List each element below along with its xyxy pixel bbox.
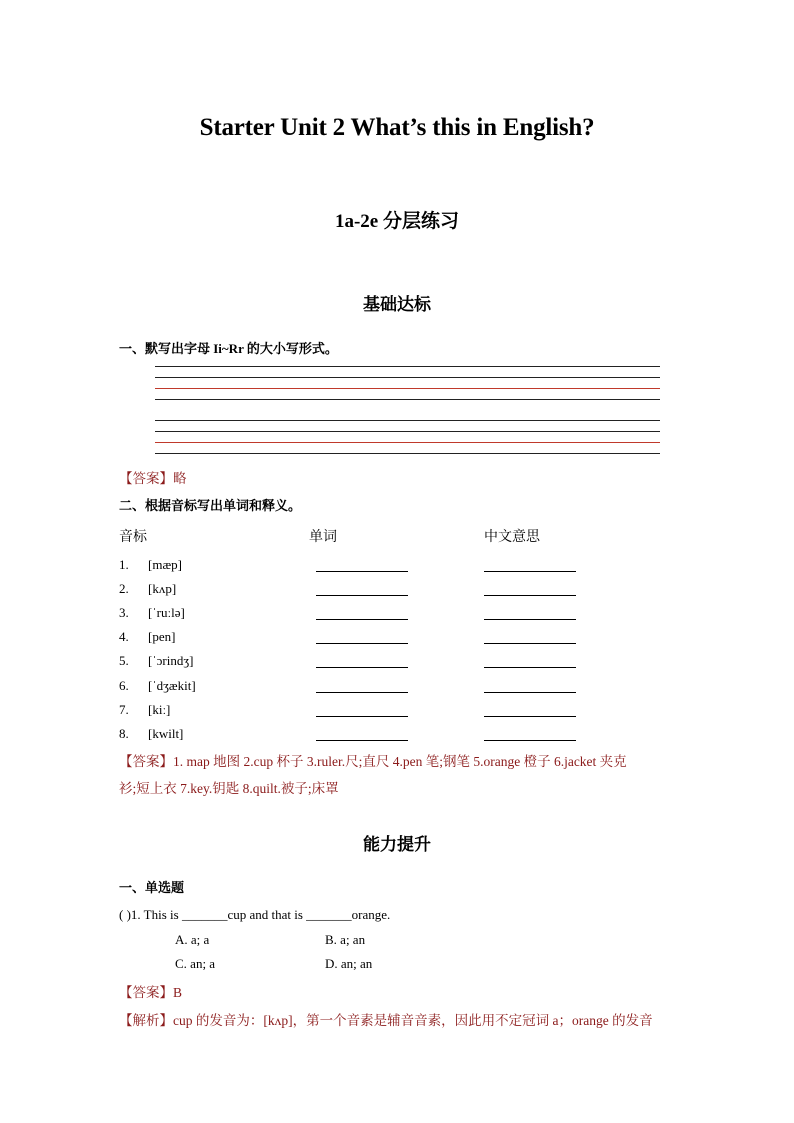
meaning-blank[interactable] (484, 571, 576, 572)
option-b[interactable]: B. a; an (325, 932, 366, 947)
row-number: 5. (119, 653, 129, 668)
word-blank[interactable] (316, 692, 408, 693)
question-2-prompt: 二、根据音标写出单词和释义。 (119, 498, 302, 513)
column-header-word: 单词 (309, 530, 337, 545)
section-heading-advanced: 能力提升 (363, 835, 431, 854)
answer-q2-line1: 【答案】1. map 地图 2.cup 杯子 3.ruler.尺;直尺 4.pen 笔;钢笔 5.orange 橙子 6.jacket 夹克 (119, 754, 627, 769)
multiple-choice-title: 一、单选题 (119, 880, 185, 895)
row-number: 6. (119, 678, 129, 693)
column-header-phonetic: 音标 (119, 530, 147, 545)
phonetic-row (119, 702, 679, 726)
question-1-prompt: 一、默写出字母 Ii~Rr 的大小写形式。 (119, 341, 338, 356)
row-number: 8. (119, 726, 129, 741)
writing-line-red (155, 388, 660, 389)
row-number: 4. (119, 629, 129, 644)
phonetic-symbol: [mæp] (148, 557, 182, 572)
answer-mc: 【答案】B (119, 985, 183, 1000)
writing-line (155, 420, 660, 421)
phonetic-symbol: [ˈdʒækit] (148, 678, 196, 693)
writing-line (155, 453, 660, 454)
meaning-blank[interactable] (484, 595, 576, 596)
phonetic-row (119, 629, 679, 653)
writing-line (155, 399, 660, 400)
answer-q1: 【答案】略 (119, 471, 187, 486)
writing-line (155, 377, 660, 378)
row-number: 1. (119, 557, 129, 572)
phonetic-symbol: [kwilt] (148, 726, 184, 741)
phonetic-row (119, 653, 679, 677)
phonetic-row (119, 605, 679, 629)
word-blank[interactable] (316, 667, 408, 668)
row-number: 2. (119, 581, 129, 596)
phonetic-symbol: [kiː] (148, 702, 171, 717)
phonetic-symbol: [kʌp] (148, 581, 177, 596)
column-header-meaning: 中文意思 (484, 530, 540, 545)
word-blank[interactable] (316, 740, 408, 741)
phonetic-row (119, 678, 679, 702)
phonetic-row (119, 581, 679, 605)
phonetic-symbol: [ˈruːlə] (148, 605, 185, 620)
meaning-blank[interactable] (484, 692, 576, 693)
phonetic-symbol: [ˈɔrindʒ] (148, 653, 194, 668)
analysis-mc: 【解析】cup 的发音为：[kʌp]，第一个音素是辅音音素，因此用不定冠词 a；orange 的发音 (119, 1013, 653, 1028)
word-blank[interactable] (316, 716, 408, 717)
option-d[interactable]: D. an; an (325, 956, 373, 971)
meaning-blank[interactable] (484, 716, 576, 717)
writing-line-red (155, 442, 660, 443)
meaning-blank[interactable] (484, 643, 576, 644)
phonetic-symbol: [pen] (148, 629, 176, 644)
word-blank[interactable] (316, 595, 408, 596)
question-stem: ( )1. This is _______cup and that is _______orange. (119, 907, 391, 922)
word-blank[interactable] (316, 619, 408, 620)
answer-q2-line2: 衫;短上衣 7.key.钥匙 8.quilt.被子;床罩 (119, 781, 339, 796)
option-c[interactable]: C. an; a (175, 956, 216, 971)
word-blank[interactable] (316, 571, 408, 572)
section-heading-basic: 基础达标 (363, 295, 431, 314)
page-title: Starter Unit 2 What’s this in English? (199, 114, 595, 141)
writing-line (155, 431, 660, 432)
meaning-blank[interactable] (484, 740, 576, 741)
handwriting-lines[interactable] (155, 366, 660, 456)
meaning-blank[interactable] (484, 619, 576, 620)
option-a[interactable]: A. a; a (175, 932, 210, 947)
row-number: 7. (119, 702, 129, 717)
row-number: 3. (119, 605, 129, 620)
page-subtitle: 1a-2e 分层练习 (334, 211, 459, 232)
writing-line (155, 366, 660, 367)
phonetic-row (119, 557, 679, 581)
phonetic-row (119, 726, 679, 750)
word-blank[interactable] (316, 643, 408, 644)
meaning-blank[interactable] (484, 667, 576, 668)
